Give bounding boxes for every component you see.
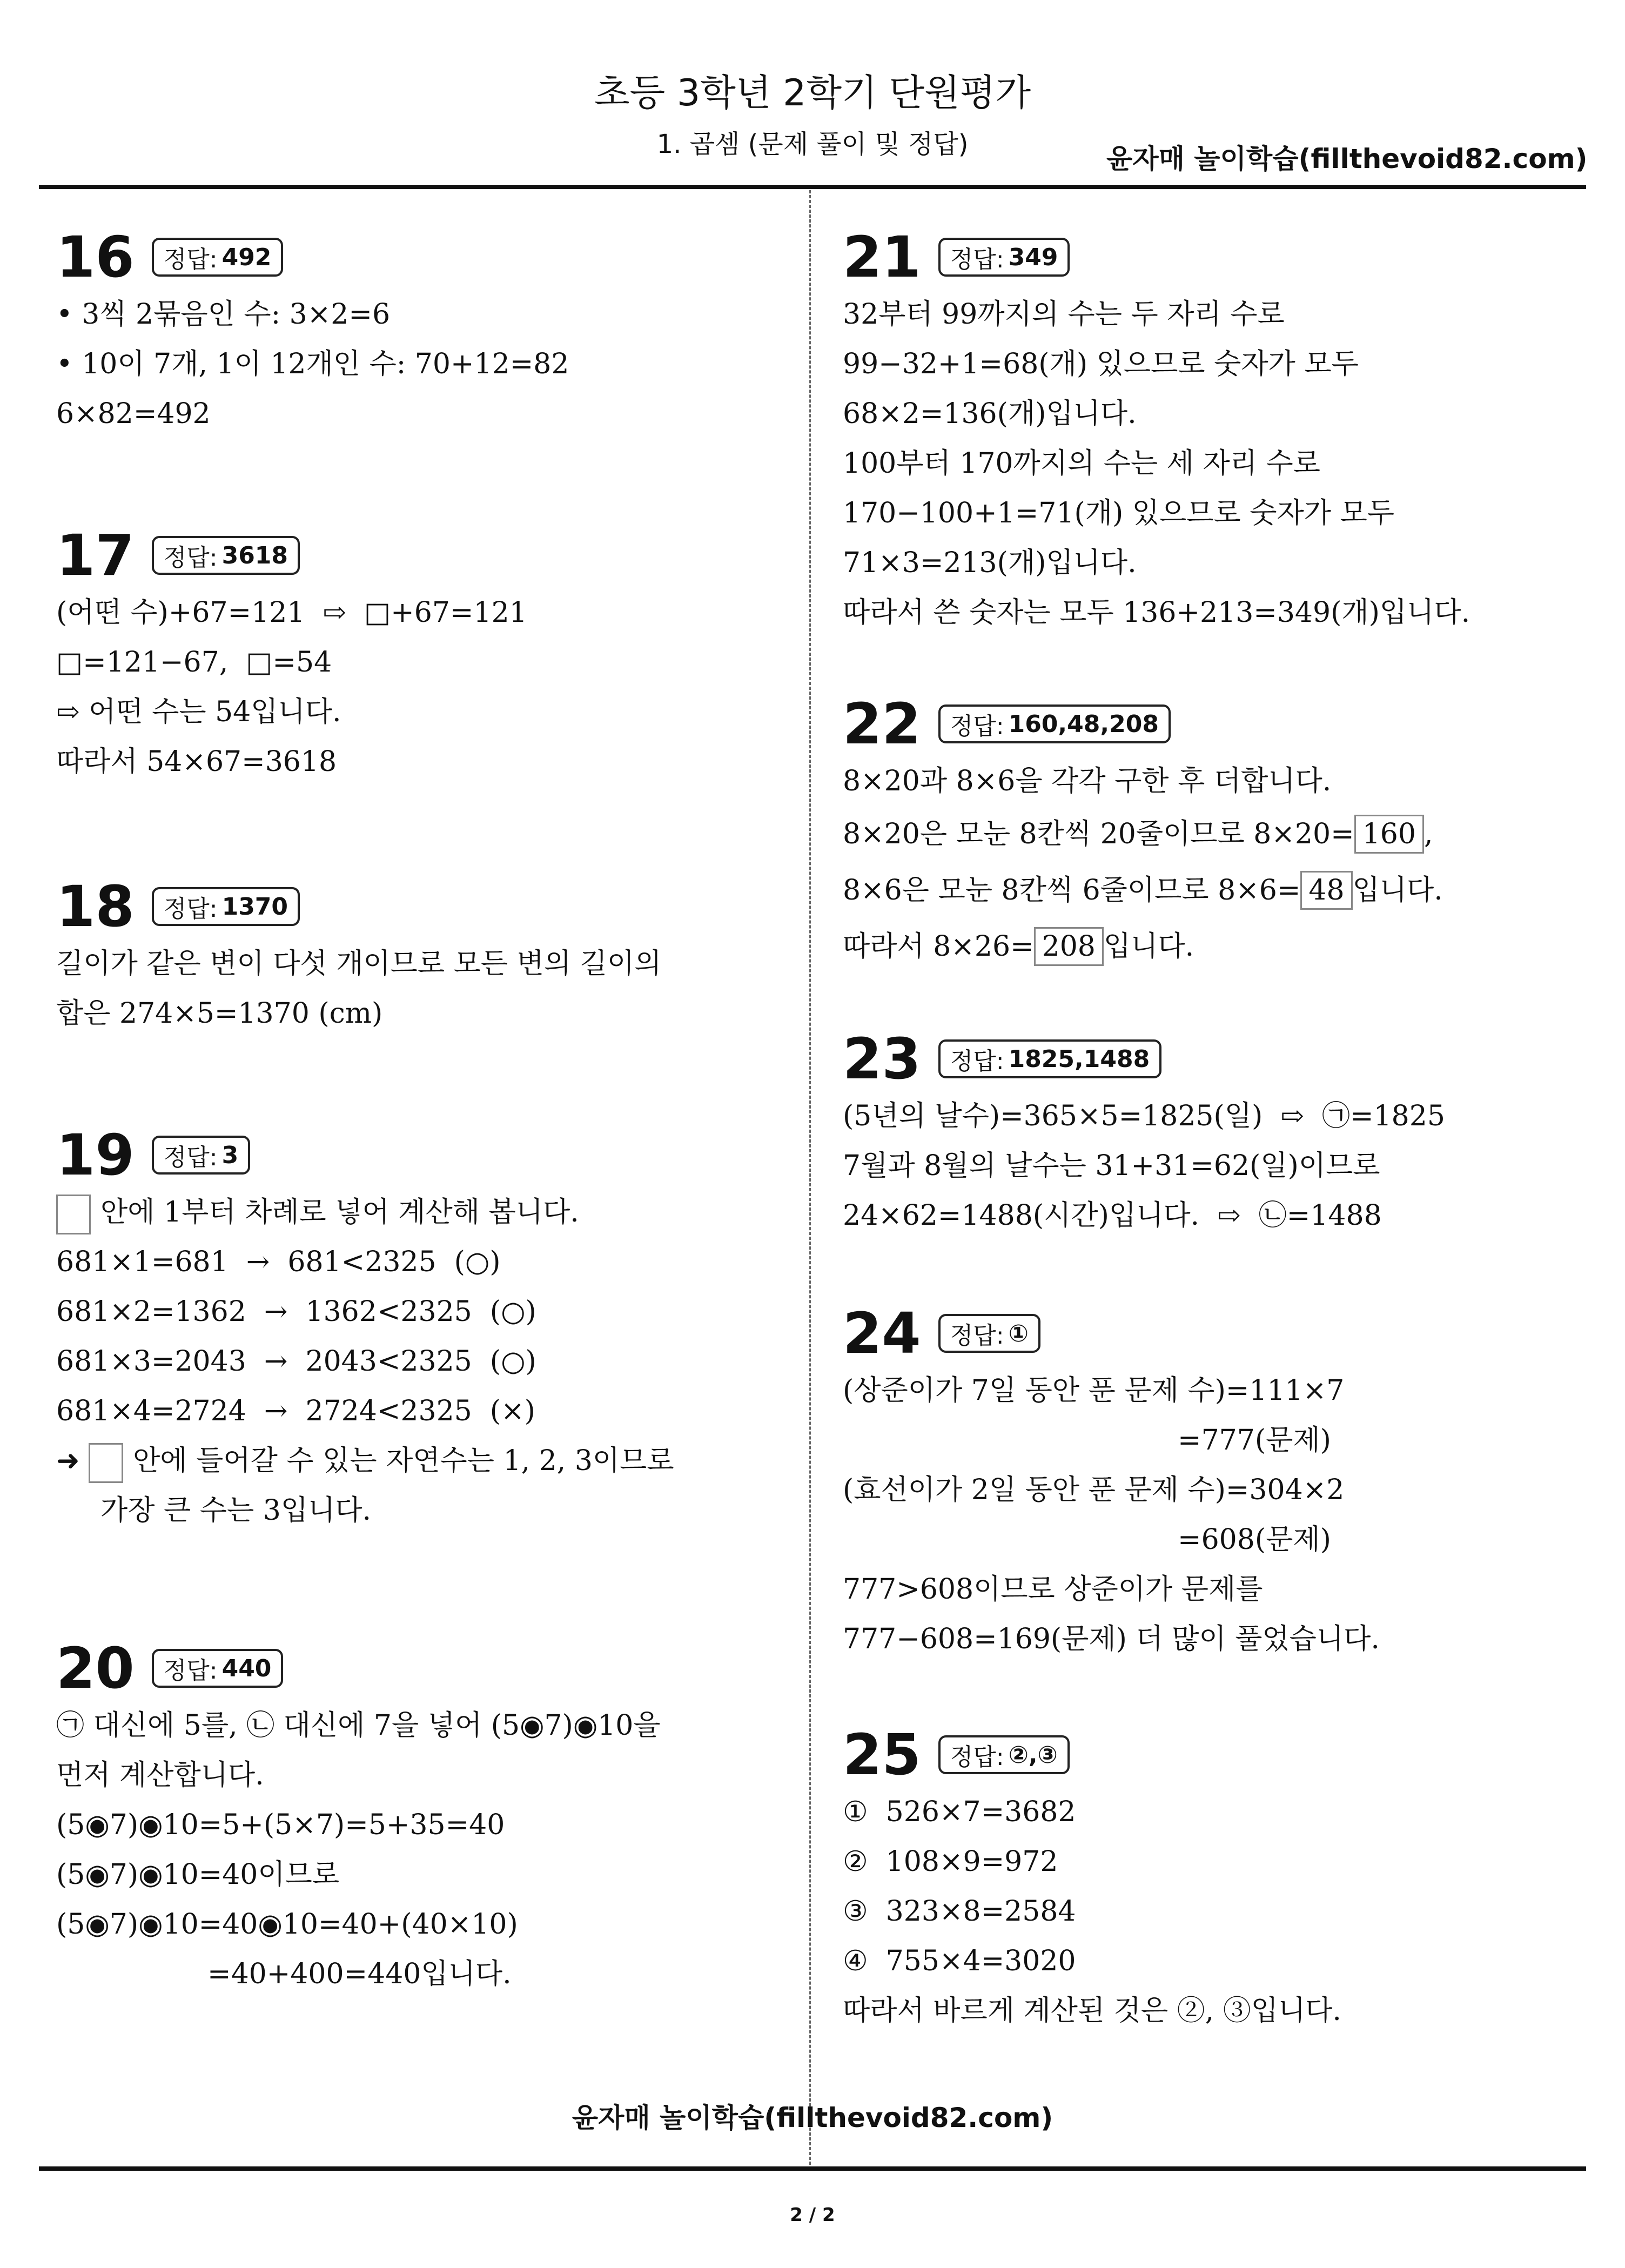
solution-line: • 3씩 2묶음인 수: 3×2=6 bbox=[56, 298, 391, 331]
solution-line: 170−100+1=71(개) 있으므로 숫자가 모두 bbox=[843, 497, 1394, 529]
column-divider bbox=[809, 190, 811, 2165]
solution-line: 681×3=2043 → 2043<2325 (○) bbox=[56, 1345, 536, 1378]
answer-badge: 정답: ① bbox=[938, 1314, 1040, 1353]
solution-line: 먼저 계산합니다. bbox=[56, 1759, 264, 1791]
answer-badge: 정답: 1370 bbox=[152, 887, 300, 926]
solution-line: =777(문제) bbox=[1178, 1424, 1331, 1457]
question-24 bbox=[843, 1301, 1380, 1664]
question-number: 23 bbox=[843, 1026, 921, 1092]
brand-header: 윤자매 놀이학습(fillthevoid82.com) bbox=[1106, 143, 1588, 175]
question-number: 20 bbox=[56, 1635, 135, 1701]
answer-badge: 정답: ②,③ bbox=[938, 1735, 1070, 1774]
question-number: 16 bbox=[56, 224, 135, 290]
solution-line: 따라서 쓴 숫자는 모두 136+213=349(개)입니다. bbox=[843, 596, 1470, 629]
solution-line: (5◉7)◉10=40◉10=40+(40×10) bbox=[56, 1908, 518, 1941]
solution-line: 가장 큰 수는 3입니다. bbox=[100, 1494, 372, 1527]
solution-line: 길이가 같은 변이 다섯 개이므로 모든 변의 길이의 bbox=[56, 948, 662, 980]
solution-line: ② 108×9=972 bbox=[843, 1846, 1058, 1878]
solution-line: (상준이가 7일 동안 푼 문제 수)=111×7 bbox=[843, 1374, 1345, 1407]
question-19 bbox=[56, 1123, 674, 1535]
question-number: 25 bbox=[843, 1722, 921, 1788]
solution-line: ㉠ 대신에 5를, ㉡ 대신에 7을 넣어 (5◉7)◉10을 bbox=[56, 1709, 661, 1742]
answer-box: 208 bbox=[1034, 927, 1104, 966]
answer-badge: 정답: 492 bbox=[152, 238, 284, 277]
solution-line: 777>608이므로 상준이가 문제를 bbox=[843, 1573, 1263, 1606]
solution-line: 6×82=492 bbox=[56, 398, 211, 430]
answer-badge: 정답: 3618 bbox=[152, 536, 300, 575]
question-23 bbox=[843, 1026, 1445, 1240]
question-number: 18 bbox=[56, 874, 135, 940]
page-subtitle: 1. 곱셈 (문제 풀이 및 정답) bbox=[656, 129, 969, 159]
solution-line: 71×3=213(개)입니다. bbox=[843, 547, 1137, 579]
solution-line: =40+400=440입니다. bbox=[207, 1958, 512, 1990]
solution-line: • 10이 7개, 1이 12개인 수: 70+12=82 bbox=[56, 348, 569, 380]
solution-line: ③ 323×8=2584 bbox=[843, 1895, 1076, 1928]
question-20 bbox=[56, 1636, 661, 1999]
question-22 bbox=[843, 692, 1443, 975]
solution-line: 따라서 54×67=3618 bbox=[56, 746, 337, 778]
solution-line: ④ 755×4=3020 bbox=[843, 1945, 1076, 1977]
solution-line: (5◉7)◉10=40이므로 bbox=[56, 1858, 340, 1891]
page-title: 초등 3학년 2학기 단원평가 bbox=[594, 72, 1031, 115]
answer-badge: 정답: 3 bbox=[152, 1136, 250, 1175]
footer-rule bbox=[39, 2166, 1586, 2171]
answer-badge: 정답: 349 bbox=[938, 238, 1070, 277]
header-rule bbox=[39, 185, 1586, 189]
answer-badge: 정답: 440 bbox=[152, 1649, 284, 1688]
solution-line: ⇨ 어떤 수는 54입니다. bbox=[56, 696, 341, 728]
question-21 bbox=[843, 225, 1470, 638]
answer-badge: 정답: 160,48,208 bbox=[938, 704, 1171, 743]
page-number: 2 / 2 bbox=[790, 2204, 835, 2226]
brand-footer: 윤자매 놀이학습(fillthevoid82.com) bbox=[572, 2102, 1053, 2133]
solution-line: □=121−67, □=54 bbox=[56, 646, 332, 679]
question-17 bbox=[56, 523, 527, 787]
solution-line: 681×2=1362 → 1362<2325 (○) bbox=[56, 1296, 536, 1328]
arrow-icon: ➜ bbox=[56, 1445, 80, 1477]
answer-badge: 정답: 1825,1488 bbox=[938, 1039, 1161, 1078]
solution-line: 7월과 8월의 날수는 31+31=62(일)이므로 bbox=[843, 1150, 1380, 1182]
solution-line: ① 526×7=3682 bbox=[843, 1796, 1076, 1828]
solution-line: 8×20은 모눈 8칸씩 20줄이므로 8×20= 160 , bbox=[843, 806, 1443, 862]
question-25 bbox=[843, 1722, 1341, 2036]
question-18 bbox=[56, 874, 661, 1038]
solution-line: 681×1=681 → 681<2325 (○) bbox=[56, 1246, 501, 1278]
solution-line: 100부터 170까지의 수는 세 자리 수로 bbox=[843, 447, 1320, 480]
blank-box bbox=[56, 1195, 91, 1234]
question-number: 21 bbox=[843, 224, 921, 290]
solution-line: 안에 1부터 차례로 넣어 계산해 봅니다. bbox=[56, 1187, 674, 1237]
answer-box: 160 bbox=[1354, 815, 1424, 854]
solution-line: 따라서 바르게 계산된 것은 ②, ③입니다. bbox=[843, 1995, 1341, 2027]
solution-line: 따라서 8×26= 208 입니다. bbox=[843, 918, 1443, 975]
question-number: 24 bbox=[843, 1300, 921, 1366]
solution-line: 8×6은 모눈 8칸씩 6줄이므로 8×6= 48 입니다. bbox=[843, 862, 1443, 918]
answer-box: 48 bbox=[1300, 871, 1352, 910]
solution-line: =608(문제) bbox=[1178, 1524, 1331, 1556]
question-number: 22 bbox=[843, 691, 921, 757]
solution-line: ➜ 안에 들어갈 수 있는 자연수는 1, 2, 3이므로 bbox=[56, 1436, 674, 1486]
solution-line: 681×4=2724 → 2724<2325 (×) bbox=[56, 1395, 535, 1427]
question-number: 19 bbox=[56, 1122, 135, 1188]
solution-line: 32부터 99까지의 수는 두 자리 수로 bbox=[843, 298, 1285, 331]
solution-line: 68×2=136(개)입니다. bbox=[843, 398, 1137, 430]
solution-line: 99−32+1=68(개) 있으므로 숫자가 모두 bbox=[843, 348, 1359, 380]
question-16 bbox=[56, 225, 569, 439]
solution-line: 합은 274×5=1370 (cm) bbox=[56, 997, 383, 1030]
solution-line: (5◉7)◉10=5+(5×7)=5+35=40 bbox=[56, 1809, 505, 1841]
solution-line: (5년의 날수)=365×5=1825(일) ⇨ ㉠=1825 bbox=[843, 1100, 1445, 1132]
solution-line: 24×62=1488(시간)입니다. ⇨ ㉡=1488 bbox=[843, 1199, 1382, 1232]
solution-line: (어떤 수)+67=121 ⇨ □+67=121 bbox=[56, 596, 527, 629]
solution-line: (효선이가 2일 동안 푼 문제 수)=304×2 bbox=[843, 1474, 1345, 1506]
solution-line: 777−608=169(문제) 더 많이 풀었습니다. bbox=[843, 1623, 1380, 1655]
blank-box bbox=[89, 1443, 123, 1483]
solution-line: 8×20과 8×6을 각각 구한 후 더합니다. bbox=[843, 765, 1332, 797]
question-number: 17 bbox=[56, 522, 135, 588]
